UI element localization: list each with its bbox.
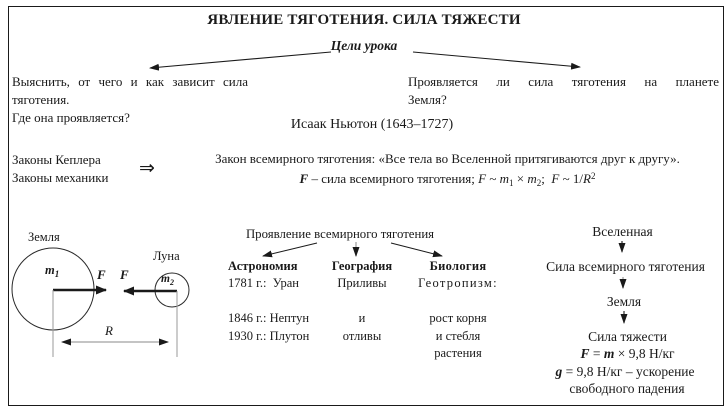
universe-label: Вселенная <box>592 224 653 239</box>
weight-formula-f: F <box>580 346 590 361</box>
g-symbol: g <box>555 364 563 379</box>
mass1-sub: 1 <box>54 269 60 279</box>
mechanics-laws-line: Законы механики <box>12 170 109 185</box>
goal-left-line1: Выяснить, от чего и как зависит сила тяготения. <box>12 74 248 107</box>
weight-formula-m: m <box>603 346 615 361</box>
law-times: × <box>513 171 528 186</box>
law-statement: Закон всемирного тяготения: «Все тела во Вселенной притягиваются друг к другу». <box>215 151 680 166</box>
g-definition-2: свободного падения <box>569 381 685 396</box>
mass2-sub: 2 <box>169 278 174 287</box>
weight-label: Сила тяжести <box>588 329 667 344</box>
weight-formula-eq: = <box>589 346 604 361</box>
newton-caption: Исаак Ньютон (1643–1727) <box>290 117 454 132</box>
manifestation-header: Проявление всемирного тяготения <box>245 227 435 241</box>
mass1-label <box>45 263 59 279</box>
geography-row: отливы <box>342 328 382 343</box>
moon-label: Луна <box>153 249 180 263</box>
geography-title: География <box>331 259 393 273</box>
astronomy-row: 1930 г.: Плутон <box>228 328 310 343</box>
geography-column <box>322 257 402 345</box>
biology-row: рост корня <box>429 311 487 325</box>
g-value: 9,8 Н/кг – ускорение <box>576 364 695 379</box>
geography-row: Приливы <box>337 276 387 290</box>
law-m2: m <box>527 171 537 186</box>
mass2-label <box>161 273 174 287</box>
goal-left-line2: Где она проявляется? <box>12 110 130 125</box>
biology-row: и стебля <box>435 328 481 343</box>
astronomy-column <box>228 257 323 345</box>
law-formula <box>175 171 720 188</box>
law-f3: F <box>551 171 560 186</box>
distance-label: R <box>105 323 113 338</box>
astronomy-row: 1781 г.: Уран <box>228 276 299 290</box>
earth-node-label: Земля <box>606 294 642 309</box>
law-tilde2: ~ 1/ <box>559 171 583 186</box>
goal-right-line1: Проявляется ли сила тяготения на планете <box>408 74 719 89</box>
geography-row <box>322 293 402 311</box>
implies-arrow: ⇒ <box>139 158 155 179</box>
geography-row: и <box>358 311 366 325</box>
universal-gravity-label: Сила всемирного тяготения <box>546 259 705 274</box>
astronomy-title: Астрономия <box>228 259 298 273</box>
force-label-2: F <box>120 267 129 282</box>
lesson-goals-label: Цели урока <box>330 38 398 53</box>
law-r-sup: 2 <box>590 171 596 181</box>
force-label-1: F <box>97 267 106 282</box>
mass1-base: m <box>45 263 55 277</box>
astronomy-row <box>228 293 323 311</box>
law-m1-sub: 1 <box>509 178 514 188</box>
biology-row: растения <box>434 346 482 360</box>
law-r: R <box>583 171 591 186</box>
law-m1: m <box>499 171 510 186</box>
kepler-laws-line: Законы Кеплера <box>12 152 101 167</box>
biology-title: Биология <box>429 259 487 273</box>
biology-row <box>402 293 514 311</box>
law-f-symbol: F <box>299 171 309 186</box>
page-title: ЯВЛЕНИЕ ТЯГОТЕНИЯ. СИЛА ТЯЖЕСТИ <box>207 12 521 28</box>
mass2-base: m <box>161 273 170 285</box>
law-f-description: – сила всемирного тяготения; <box>308 171 479 186</box>
astronomy-row: 1846 г.: Нептун <box>228 311 310 325</box>
biology-row: Геотропизм: <box>418 276 498 290</box>
weight-formula-value: × 9,8 Н/кг <box>614 346 675 361</box>
weight-formula <box>530 346 725 362</box>
law-semicolon: ; <box>541 171 552 186</box>
law-m2-sub: 2 <box>536 178 542 188</box>
goal-right-text <box>408 73 719 109</box>
g-eq: = <box>562 364 577 379</box>
earth-label: Земля <box>28 230 60 244</box>
biology-column <box>402 257 514 363</box>
goal-right-line2: Земля? <box>408 92 447 107</box>
law-tilde1: ~ <box>486 171 500 186</box>
g-definition <box>525 364 725 380</box>
premises-block <box>12 151 109 187</box>
law-f2: F <box>478 171 487 186</box>
